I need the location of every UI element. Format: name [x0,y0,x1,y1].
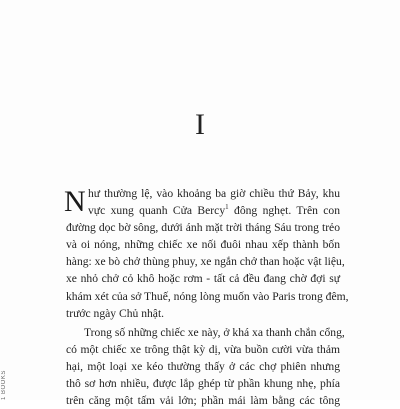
text-line: hàng: xe bò chở thùng phuy, xe ngắn chở than hoặc vật liệu, [66,255,345,269]
text-line: trên căng một tấm vải lớn; phần mái làm bằng các tông [66,394,340,408]
text-line: đường dọc bờ sông, dưới ánh mặt trời tháng Sáu trong trẻo [66,221,340,235]
text-line: hại, một loại xe kéo thường thấy ở các chợ phiên nhưng [66,360,340,374]
line-text: đông nghẹt. Trên con [234,204,341,218]
paragraph-2 [66,324,345,409]
text-line: thô sơ hơn nhiều, được lắp ghép từ phần khung nhẹ, phía [66,377,340,391]
text-line: và oi nóng, những chiếc xe nối đuôi nhau xếp thành bốn [66,238,340,252]
chapter-number: I [195,108,205,141]
text-line: Trong số những chiếc xe này, ở khá xa thanh chắn cổng, [84,326,345,339]
line-text: vực xung quanh Cửa Bercy [88,204,226,218]
text-line: khám xét của sở Thuế, nóng lòng muốn vào Paris trong đêm, [66,289,349,303]
paragraph-1 [64,185,349,322]
drop-cap: N [64,185,86,218]
line-text: hư thường lệ, vào khoảng ba giờ chiều thứ Bảy, khu [88,187,340,200]
footnote-mark: 1 [225,203,229,212]
text-line: xe nhỏ chở cỏ khô hoặc rơm - tất cả đều đang chờ đợi sự [66,272,340,286]
text-line: có một chiếc xe trông thật kỳ dị, vừa buồn cười vừa thảm [66,343,340,357]
text-line [66,202,340,219]
spine-label: 1 BOOKS [1,370,7,400]
text-line: trước ngày Chủ nhật. [66,306,165,320]
